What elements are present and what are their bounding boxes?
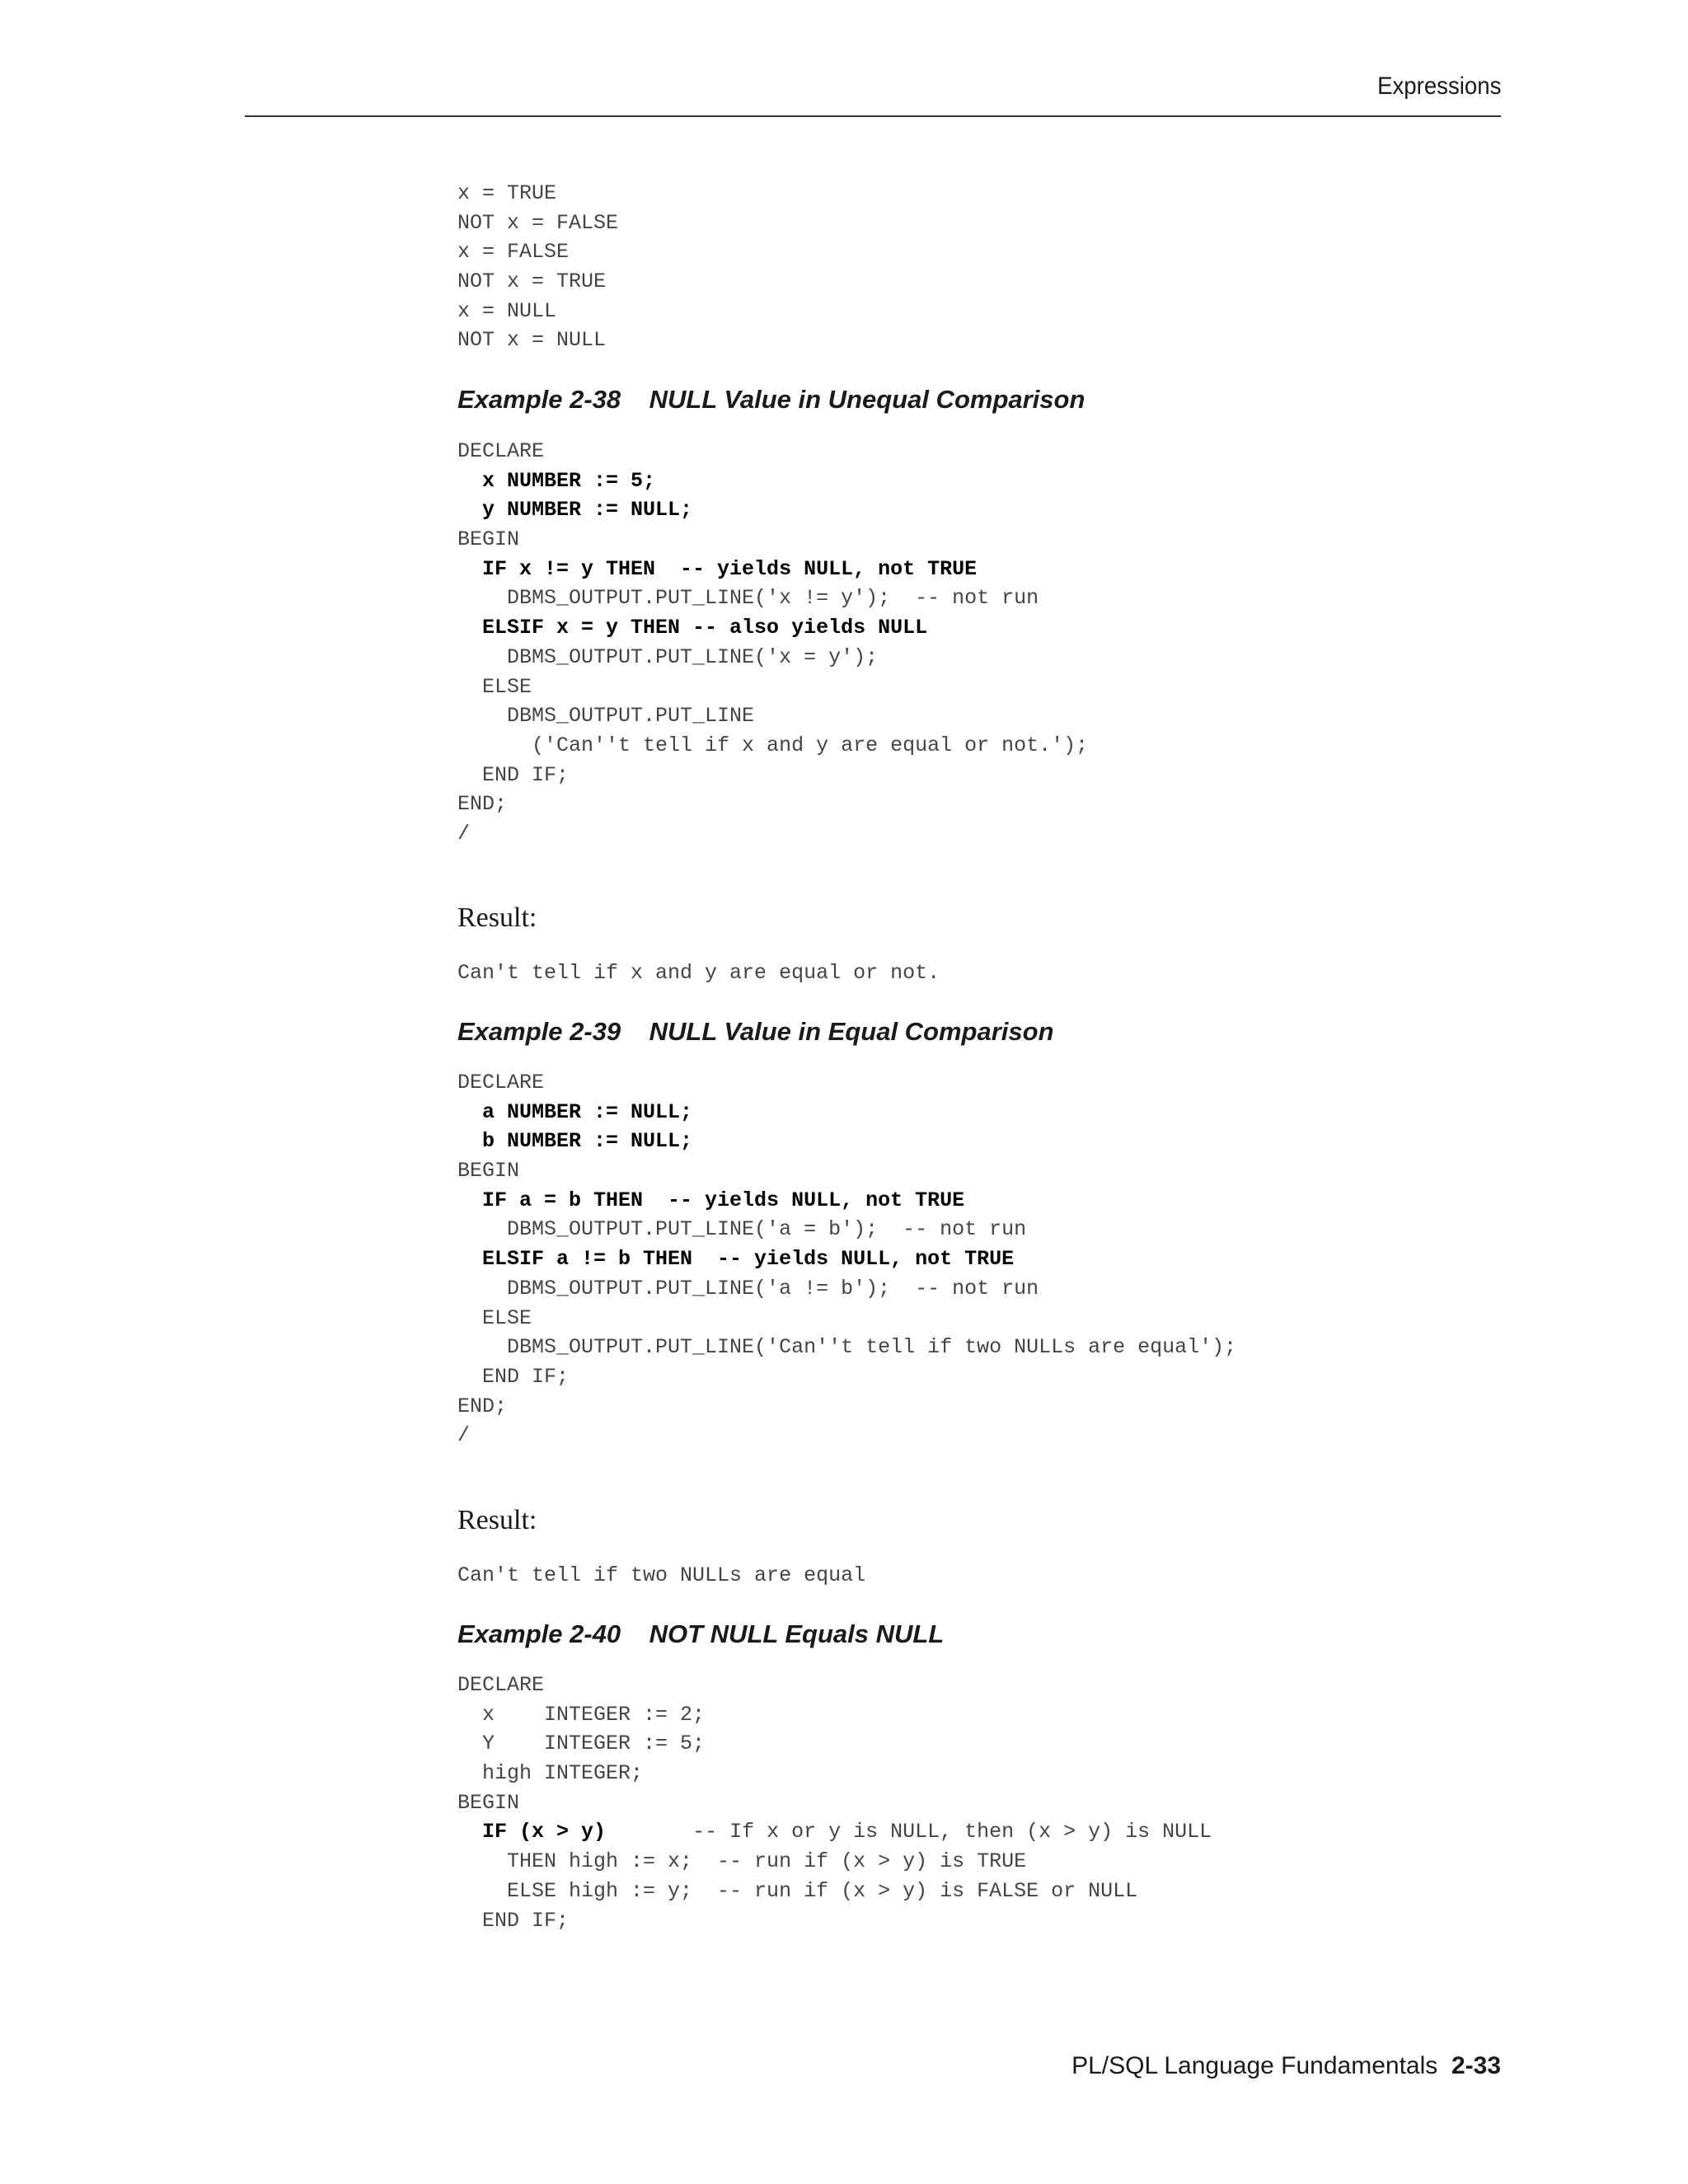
page-footer <box>1071 2052 1501 2080</box>
code-line: IF (x > y) -- If x or y is NULL, then (x > y) is NULL <box>482 1820 1212 1844</box>
code-line: DBMS_OUTPUT.PUT_LINE('a = b'); -- not run <box>457 1217 1027 1242</box>
code-line-bold: IF a = b THEN -- yields NULL, not TRUE <box>457 1188 965 1212</box>
code-line: Can't tell if x and y are equal or not. <box>457 961 940 985</box>
code-line-bold: y NUMBER := NULL; <box>457 498 693 523</box>
code-line: high INTEGER; <box>457 1761 644 1786</box>
result-label-2-38: Result: <box>457 902 537 933</box>
code-block-example-2-38 <box>457 437 1088 849</box>
code-line: x = FALSE <box>457 240 570 265</box>
code-line: NOT x = FALSE <box>457 210 619 235</box>
example-2-38-title: Example 2-38 NULL Value in Unequal Comparison <box>457 385 1085 414</box>
footer-title: PL/SQL Language Fundamentals <box>1071 2052 1438 2079</box>
example-2-39-title: Example 2-39 NULL Value in Equal Comparison <box>457 1017 1054 1046</box>
example-2-40-title: Example 2-40 NOT NULL Equals NULL <box>457 1619 945 1648</box>
code-line: NOT x = NULL <box>457 328 607 353</box>
code-line: DECLARE <box>457 1673 545 1697</box>
code-line: DECLARE <box>457 439 545 463</box>
code-line: END; <box>457 1394 508 1418</box>
code-line: BEGIN <box>457 1790 520 1815</box>
code-line: / <box>457 821 471 846</box>
result-label-2-39: Result: <box>457 1505 537 1535</box>
code-line-bold: ELSIF a != b THEN -- yields NULL, not TRUE <box>457 1247 1015 1272</box>
header-rule <box>245 115 1501 117</box>
code-line-bold: ELSIF x = y THEN -- also yields NULL <box>457 616 928 640</box>
code-block-not-truth-table <box>457 179 618 355</box>
page-number: 2-33 <box>1451 2052 1501 2079</box>
code-line: END IF; <box>457 1364 570 1389</box>
code-line-bold: x NUMBER := 5; <box>457 468 656 493</box>
code-line: ELSE <box>457 674 532 699</box>
code-line: THEN high := x; -- run if (x > y) is TRUE <box>457 1849 1027 1874</box>
code-line: DBMS_OUTPUT.PUT_LINE('a != b'); -- not run <box>457 1276 1039 1301</box>
code-block-example-2-39 <box>457 1068 1236 1451</box>
code-line: DBMS_OUTPUT.PUT_LINE('x != y'); -- not run <box>457 586 1039 611</box>
code-line: BEGIN <box>457 527 520 552</box>
code-line-bold: a NUMBER := NULL; <box>457 1099 693 1124</box>
code-line: END IF; <box>457 762 570 787</box>
code-line: x = TRUE <box>457 181 557 205</box>
code-keyword-bold: IF (x > y) <box>482 1820 607 1844</box>
code-block-example-2-40 <box>457 1671 1212 1935</box>
code-line: ('Can''t tell if x and y are equal or not.'); <box>457 733 1089 757</box>
code-block-result-2-38 <box>457 958 940 988</box>
code-line: NOT x = TRUE <box>457 269 607 294</box>
code-line-bold: IF x != y THEN -- yields NULL, not TRUE <box>457 556 978 581</box>
code-line: END; <box>457 792 508 817</box>
code-line-bold: b NUMBER := NULL; <box>457 1129 693 1154</box>
code-block-result-2-39 <box>457 1561 865 1591</box>
code-line: x INTEGER := 2; <box>457 1702 706 1727</box>
code-line: DBMS_OUTPUT.PUT_LINE <box>457 704 755 729</box>
code-line: ELSE <box>457 1305 532 1330</box>
code-line: END IF; <box>457 1908 570 1933</box>
code-line: BEGIN <box>457 1159 520 1183</box>
code-line: / <box>457 1423 471 1448</box>
code-line: Can't tell if two NULLs are equal <box>457 1563 866 1587</box>
code-line: DBMS_OUTPUT.PUT_LINE('Can''t tell if two NULLs are equal'); <box>457 1335 1237 1360</box>
code-line: Y INTEGER := 5; <box>457 1732 706 1756</box>
code-line: x = NULL <box>457 298 557 323</box>
code-line: ELSE high := y; -- run if (x > y) is FALSE or NULL <box>457 1878 1138 1903</box>
running-header: Expressions <box>1376 73 1501 100</box>
code-line: DBMS_OUTPUT.PUT_LINE('x = y'); <box>457 644 879 669</box>
code-line: DECLARE <box>457 1071 545 1094</box>
